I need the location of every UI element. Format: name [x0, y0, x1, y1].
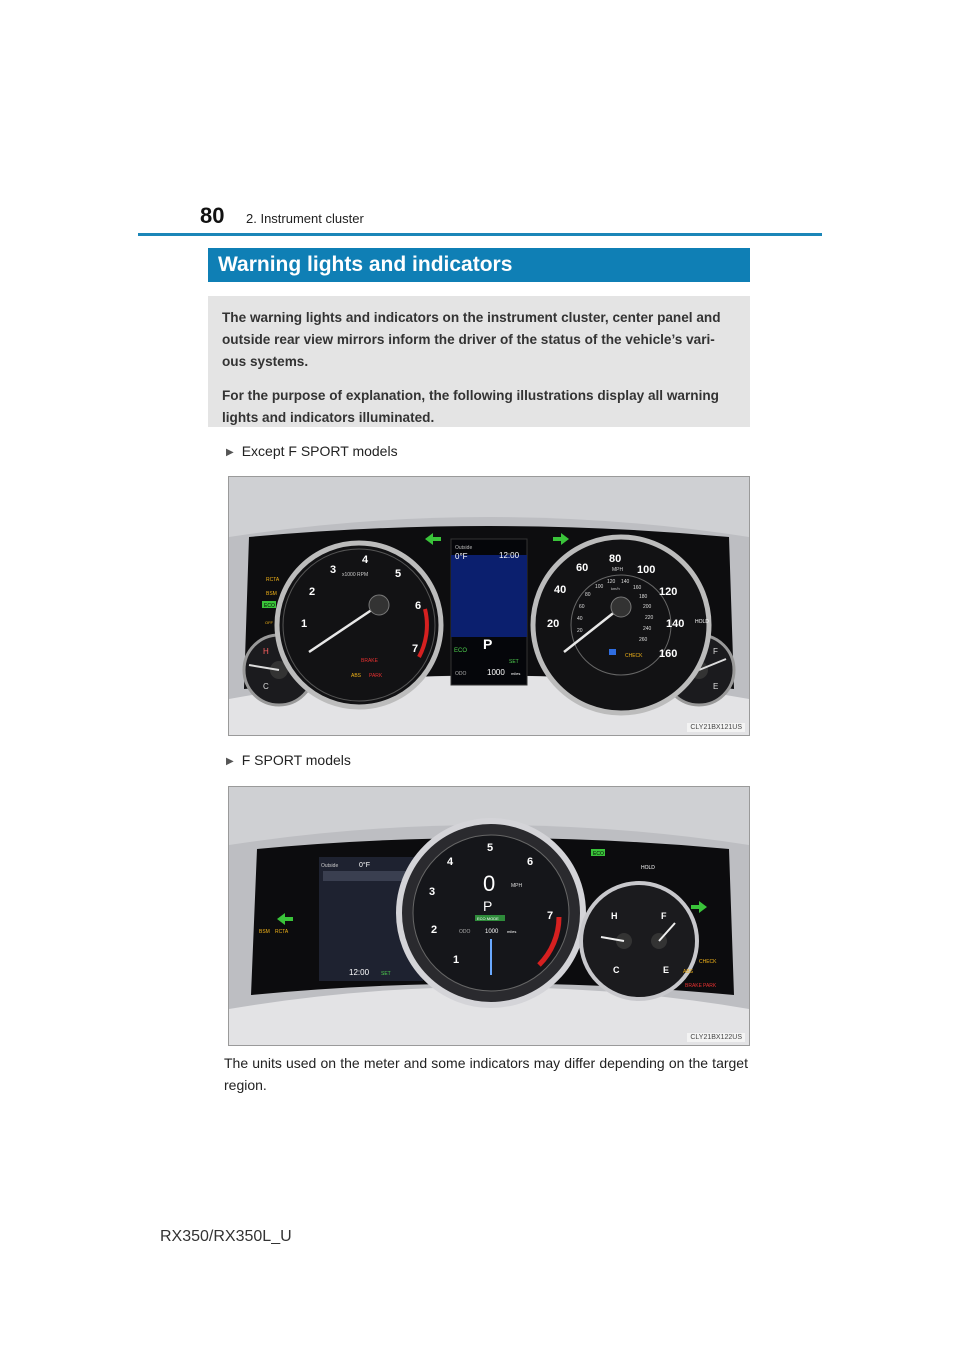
check-indicator: CHECK: [625, 653, 643, 659]
kmh-60: 60: [579, 604, 585, 610]
rpm-5: 5: [395, 568, 402, 580]
brake-indicator: BRAKE: [361, 658, 378, 664]
figure-1-code: CLY21BX121US: [687, 723, 745, 732]
odo-unit: miles: [507, 929, 517, 934]
speed-20: 20: [547, 618, 560, 630]
speed-unit: MPH: [612, 567, 624, 573]
speed-80: 80: [609, 553, 622, 565]
park-indicator: PARK: [703, 983, 717, 989]
rpm-2: 2: [309, 586, 316, 598]
clock: 12:00: [349, 968, 370, 977]
rpm-3: 3: [330, 564, 337, 576]
kmh-240: 240: [643, 626, 652, 632]
drive-mode: ECO MODE: [477, 916, 499, 921]
abs-indicator: ABS: [351, 673, 362, 679]
odo-label: ODO: [459, 929, 471, 935]
eco-indicator: ECO: [454, 648, 468, 654]
rpm-1: 1: [301, 618, 308, 630]
gear-indicator: P: [483, 636, 493, 652]
rpm-3: 3: [429, 886, 436, 898]
outside-temp: 0°F: [359, 862, 370, 869]
rpm-1: 1: [453, 954, 460, 966]
abs-indicator: ABS: [683, 969, 694, 975]
set-indicator: SET: [509, 659, 519, 665]
park-indicator: PARK: [369, 673, 383, 679]
rpm-5: 5: [487, 842, 494, 854]
rpm-6: 6: [415, 600, 422, 612]
kmh-200: 200: [643, 604, 652, 610]
temp-h-label: H: [611, 911, 618, 921]
odo-value: 1000: [487, 668, 505, 677]
kmh-120: 120: [607, 579, 616, 585]
figure-2-fsport-cluster: [228, 786, 750, 1046]
section-title: 2. Instrument cluster: [246, 211, 364, 226]
kmh-unit: km/h: [611, 586, 620, 591]
digital-speed: 0: [483, 871, 496, 896]
page-title: Warning lights and indicators: [208, 248, 750, 282]
kmh-40: 40: [577, 616, 583, 622]
figure-2-code: CLY21BX122US: [687, 1033, 745, 1042]
rcta-indicator: RCTA: [266, 577, 280, 583]
model-footer: RX350/RX350L_U: [160, 1228, 292, 1245]
speed-60: 60: [576, 562, 589, 574]
fsport-cluster-illustration: [229, 787, 749, 1045]
hold-indicator: HOLD: [695, 619, 709, 625]
speed-unit: MPH: [511, 883, 523, 889]
rpm-unit: x1000 RPM: [342, 572, 369, 578]
clock: 12:00: [499, 551, 520, 560]
speed-100: 100: [637, 564, 656, 576]
bsm-indicator: BSM: [259, 929, 270, 935]
outside-temp: 0°F: [455, 552, 468, 561]
brake-indicator: BRAKE: [685, 983, 702, 989]
rpm-4: 4: [362, 554, 369, 566]
kmh-180: 180: [639, 594, 648, 600]
rpm-4: 4: [447, 856, 454, 868]
triangle-bullet-icon: ▶: [226, 756, 234, 767]
kmh-100: 100: [595, 584, 604, 590]
intro-paragraph-2: For the purpose of explanation, the following illustrations display all warning lights and indicators illuminated.: [222, 388, 719, 425]
intro-paragraph-1: The warning lights and indicators on the instrument cluster, center panel and outside rear view mirrors inform the driver of the status of the vehicle’s vari-ous systems.: [222, 310, 721, 369]
temp-c-label: C: [263, 682, 269, 691]
units-note: The units used on the meter and some indicators may differ depending on the target region.: [224, 1055, 748, 1093]
speed-140: 140: [666, 618, 685, 630]
kmh-80: 80: [585, 592, 591, 598]
rpm-6: 6: [527, 856, 534, 868]
check-indicator: CHECK: [699, 959, 717, 965]
fuel-f-label: F: [661, 911, 667, 921]
speed-120: 120: [659, 586, 678, 598]
hold-indicator: HOLD: [641, 865, 655, 871]
odo-value: 1000: [485, 929, 499, 935]
speed-160: 160: [659, 648, 678, 660]
kmh-220: 220: [645, 615, 654, 621]
temp-c-label: C: [613, 965, 620, 975]
rpm-7: 7: [412, 643, 419, 655]
speed-40: 40: [554, 584, 567, 596]
eco-light: ECO: [593, 851, 604, 857]
intro-box: [208, 296, 750, 427]
triangle-bullet-icon: ▶: [226, 447, 234, 458]
eco-light: ECO: [264, 603, 275, 609]
kmh-20: 20: [577, 628, 583, 634]
figure-1-standard-cluster: [228, 476, 750, 736]
figure-1-label: ▶ Except F SPORT models: [226, 443, 398, 459]
rpm-7: 7: [547, 910, 554, 922]
bsm-indicator: BSM: [266, 591, 277, 597]
gear-indicator: P: [483, 898, 493, 914]
outside-label: Outside: [455, 545, 473, 551]
kmh-260: 260: [639, 637, 648, 643]
standard-cluster-illustration: [229, 477, 749, 735]
figure-2-label: ▶ F SPORT models: [226, 752, 351, 768]
outside-label: Outside: [321, 863, 339, 869]
header-rule: [138, 233, 822, 236]
odo-unit: miles: [511, 671, 521, 676]
kmh-160: 160: [633, 585, 642, 591]
rcta-indicator: RCTA: [275, 929, 289, 935]
off-indicator: OFF: [265, 620, 273, 625]
temp-h-label: H: [263, 647, 269, 656]
fuel-e-label: E: [663, 965, 670, 975]
rpm-2: 2: [431, 924, 438, 936]
fuel-f-label: F: [713, 647, 718, 656]
kmh-140: 140: [621, 579, 630, 585]
odo-label: ODO: [455, 671, 467, 677]
page-number: 80: [200, 203, 225, 228]
fuel-e-label: E: [713, 682, 719, 691]
set-indicator: SET: [381, 971, 391, 977]
